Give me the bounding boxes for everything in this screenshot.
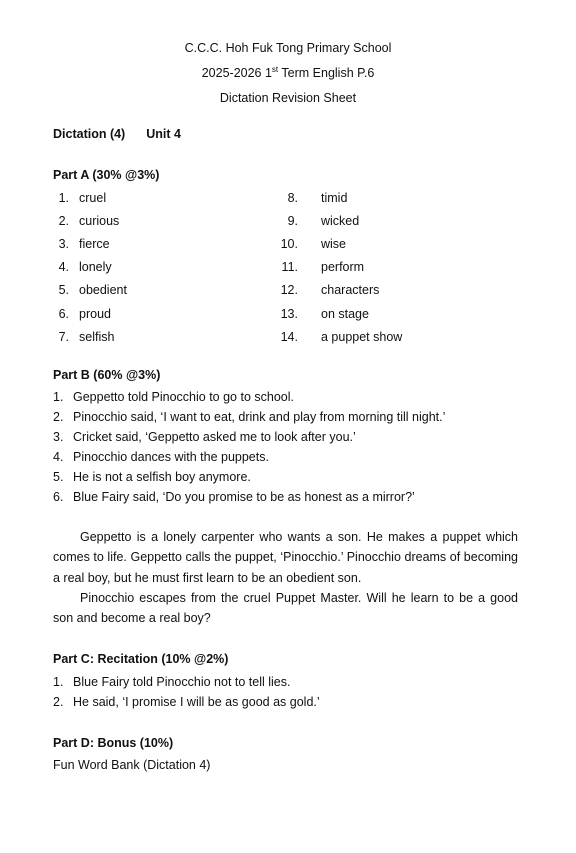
item-number: 6. [58, 306, 69, 321]
item-text: lonely [79, 260, 112, 275]
passage-paragraph-2 [53, 588, 518, 629]
sheet-header [0, 40, 576, 115]
part-d-item: Fun Word Bank (Dictation 4) [53, 758, 211, 772]
list-item [53, 448, 269, 466]
item-number: 1. [53, 390, 64, 404]
item-text: proud [79, 306, 111, 321]
item-text: Pinocchio dances with the puppets. [73, 450, 269, 464]
item-number: 2. [58, 214, 69, 229]
item-number: 7. [58, 329, 69, 344]
item-number: 11. [281, 260, 298, 275]
item-text: fierce [79, 237, 110, 252]
item-number: 3. [53, 430, 64, 444]
part-a-title: Part A (30% @3%) [53, 168, 160, 182]
item-number: 5. [58, 283, 69, 298]
item-text: He said, ‘I promise I will be as good as gold.’ [73, 695, 320, 709]
school-name: C.C.C. Hoh Fuk Tong Primary School [184, 41, 392, 55]
item-number: 2. [53, 410, 64, 424]
item-text: He is not a selfish boy anymore. [73, 470, 251, 484]
item-text: Blue Fairy told Pinocchio not to tell lies. [73, 675, 291, 689]
list-item [55, 212, 120, 230]
item-number: 4. [58, 260, 69, 275]
list-item [276, 328, 403, 346]
item-number: 13. [280, 306, 298, 321]
item-text: perform [321, 260, 365, 275]
item-text: cruel [79, 191, 107, 205]
list-item [276, 235, 347, 253]
dictation-label: Dictation (4) [53, 127, 126, 141]
term-sup: st [271, 64, 279, 74]
part-b-title: Part B (60% @3%) [53, 368, 161, 382]
list-item [53, 468, 251, 486]
term-suffix: Term English P.6 [278, 66, 375, 80]
item-text: Blue Fairy said, ‘Do you promise to be as honest as a mirror?’ [73, 490, 415, 504]
list-item [276, 281, 380, 299]
sheet-title: Dictation Revision Sheet [219, 91, 357, 105]
term-prefix: 2025-2026 1 [201, 66, 272, 80]
list-item [276, 305, 369, 323]
item-text: characters [321, 283, 380, 298]
item-text: wise [321, 237, 347, 252]
item-text: timid [321, 191, 348, 205]
item-text: wicked [321, 214, 360, 229]
item-number: 3. [58, 237, 69, 252]
item-number: 6. [53, 490, 64, 504]
item-number: 14. [280, 329, 298, 344]
list-item [53, 388, 294, 406]
list-item [55, 235, 110, 253]
passage-text-1: Geppetto is a lonely carpenter who wants a son. He makes a puppet which comes to life. Geppetto calls the puppet, ‘Pinocchio.’ Pinocchio dreams of becoming a real boy, but he must first learn to be an obedient son. [53, 530, 518, 585]
list-item [53, 673, 291, 691]
dictation-heading [53, 127, 181, 141]
item-number: 9. [287, 214, 298, 229]
item-text: on stage [321, 306, 369, 321]
item-text: Cricket said, ‘Geppetto asked me to look after you.’ [73, 430, 356, 444]
part-c-title: Part C: Recitation (10% @2%) [53, 652, 229, 666]
item-text: Pinocchio said, ‘I want to eat, drink and play from morning till night.’ [73, 410, 446, 424]
term-title [0, 65, 576, 90]
item-text: selfish [79, 329, 115, 344]
part-d-title: Part D: Bonus (10%) [53, 736, 174, 750]
list-item [53, 488, 415, 506]
item-number: 1. [58, 191, 69, 205]
item-text: obedient [79, 283, 127, 298]
item-number: 10. [280, 237, 298, 252]
list-item [55, 189, 107, 207]
item-text: a puppet show [321, 329, 403, 344]
list-item [276, 212, 360, 230]
list-item [55, 258, 112, 276]
item-number: 1. [53, 675, 64, 689]
list-item [53, 693, 320, 711]
list-item [276, 258, 365, 276]
item-number: 5. [53, 470, 64, 484]
list-item [55, 305, 111, 323]
item-number: 12. [280, 283, 298, 298]
list-item [55, 328, 115, 346]
item-number: 2. [53, 695, 64, 709]
item-text: Geppetto told Pinocchio to go to school. [73, 390, 294, 404]
item-number: 4. [53, 450, 64, 464]
item-number: 8. [287, 191, 298, 205]
list-item [276, 189, 348, 207]
item-text: curious [79, 214, 120, 229]
unit-label: Unit 4 [146, 127, 181, 141]
list-item [55, 281, 127, 299]
list-item [53, 428, 356, 446]
list-item [53, 408, 446, 426]
passage-text-2: Pinocchio escapes from the cruel Puppet Master. Will he learn to be a good son and become a real boy? [53, 591, 518, 626]
passage-paragraph-1 [53, 527, 518, 588]
